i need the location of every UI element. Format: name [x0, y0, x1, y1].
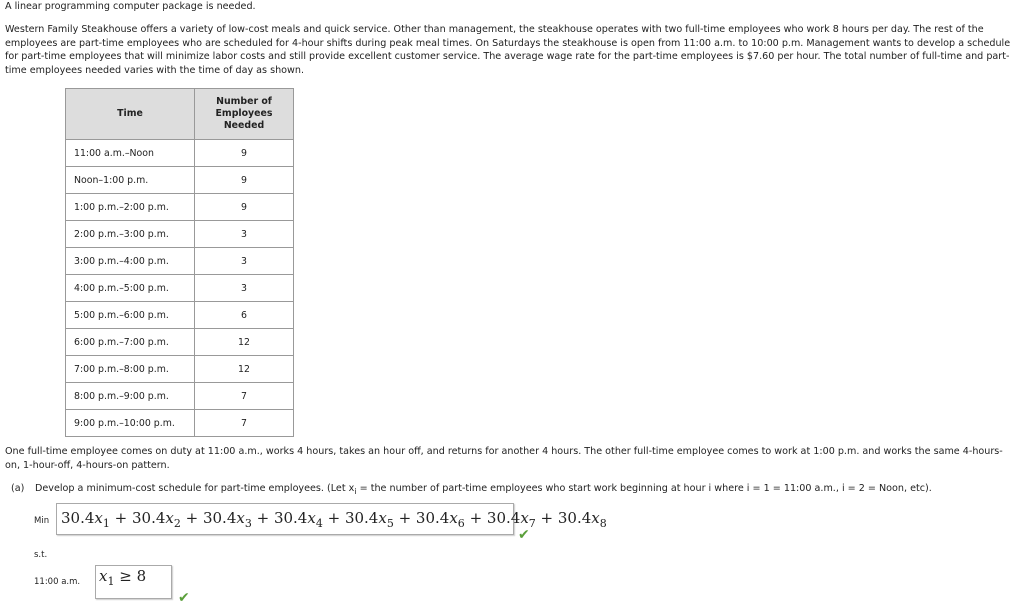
needed-cell: 7: [195, 410, 294, 437]
table-row: [66, 140, 294, 167]
time-cell: 8:00 p.m.–9:00 p.m.: [66, 383, 195, 410]
plus-sign: +: [180, 509, 203, 527]
time-cell: 6:00 p.m.–7:00 p.m.: [66, 329, 195, 356]
table-row: [66, 194, 294, 221]
fulltime-text: One full-time employee comes on duty at 11:00 a.m., works 4 hours, takes an hour off, and returns for another 4 hours. The other full-time employee comes to work at 1:00 p.m. and works the same 4-hours-on, 1-hour-off, 4-hours-on pattern.: [5, 446, 1003, 471]
objective-term: $30.4x_7$: [486, 509, 536, 530]
objective-term: $30.4x_8$: [557, 509, 607, 530]
header-needed-label: Number of Employees Needed: [215, 96, 273, 131]
table-row: [66, 329, 294, 356]
objective-term: $30.4x_3$: [202, 509, 252, 530]
plus-sign: +: [109, 509, 132, 527]
time-cell: 1:00 p.m.–2:00 p.m.: [66, 194, 195, 221]
part-a-label: (a): [11, 483, 25, 494]
header-needed: [195, 89, 294, 140]
needed-cell: 9: [195, 167, 294, 194]
constraint-label: 11:00 a.m.: [34, 577, 81, 587]
table-row: [66, 221, 294, 248]
table-row: [66, 248, 294, 275]
needed-cell: 3: [195, 248, 294, 275]
plus-sign: +: [322, 509, 345, 527]
plus-sign: +: [251, 509, 274, 527]
part-a-text: Develop a minimum-cost schedule for part-time employees. (Let $x_i$ = the number of part-time employees who start work beginning at hour i where i = 1 = 11:00 a.m., i = 2 = Noon, etc).: [35, 483, 932, 496]
needed-cell: 3: [195, 275, 294, 302]
table-row: [66, 275, 294, 302]
plus-sign: +: [393, 509, 416, 527]
objective-term: $30.4x_4$: [273, 509, 323, 530]
needed-cell: 9: [195, 140, 294, 167]
needed-cell: 9: [195, 194, 294, 221]
min-label: Min: [34, 516, 50, 526]
time-cell: 11:00 a.m.–Noon: [66, 140, 195, 167]
objective-term: $30.4x_2$: [131, 509, 181, 530]
needed-cell: 7: [195, 383, 294, 410]
st-label: s.t.: [34, 550, 48, 560]
time-cell: 7:00 p.m.–8:00 p.m.: [66, 356, 195, 383]
check-icon: ✔: [518, 527, 530, 543]
plus-sign: +: [535, 509, 558, 527]
problem-text: Western Family Steakhouse offers a variety of low-cost meals and quick service. Other than management, the steakhouse operates with two full-time employees who work 8 hours per day. The rest of the employees are part-time employees who are scheduled for 4-hour shifts during peak meal times. On Saturdays the steakhouse is open from 11:00 a.m. to 10:00 p.m. Management wants to develop a schedule for part-time employees that will minimize labor costs and still provide excellent customer service. The average wage rate for the part-time employees is $7.60 per hour. The total number of full-time and part-time employees needed varies with the time of day as shown.: [5, 24, 1011, 76]
needed-cell: 6: [195, 302, 294, 329]
time-cell: 9:00 p.m.–10:00 p.m.: [66, 410, 195, 437]
needed-cell: 12: [195, 356, 294, 383]
table-row: [66, 410, 294, 437]
intro-text: A linear programming computer package is needed.: [5, 1, 256, 12]
objective-input[interactable]: [56, 503, 607, 535]
plus-sign: +: [464, 509, 487, 527]
constraint-input[interactable]: $x_1 \ge 8$: [95, 565, 172, 599]
time-cell: 4:00 p.m.–5:00 p.m.: [66, 275, 195, 302]
time-cell: 2:00 p.m.–3:00 p.m.: [66, 221, 195, 248]
header-time: Time: [66, 89, 195, 140]
objective-term: $30.4x_1$: [61, 509, 110, 530]
table-row: [66, 302, 294, 329]
time-cell: 5:00 p.m.–6:00 p.m.: [66, 302, 195, 329]
needed-cell: 3: [195, 221, 294, 248]
objective-term: $30.4x_5$: [344, 509, 394, 530]
table-row: [66, 167, 294, 194]
objective-term: $30.4x_6$: [415, 509, 465, 530]
check-icon: ✔: [178, 590, 190, 606]
table-row: [66, 383, 294, 410]
time-cell: 3:00 p.m.–4:00 p.m.: [66, 248, 195, 275]
employees-table: [65, 88, 294, 437]
time-cell: Noon–1:00 p.m.: [66, 167, 195, 194]
needed-cell: 12: [195, 329, 294, 356]
table-row: [66, 356, 294, 383]
